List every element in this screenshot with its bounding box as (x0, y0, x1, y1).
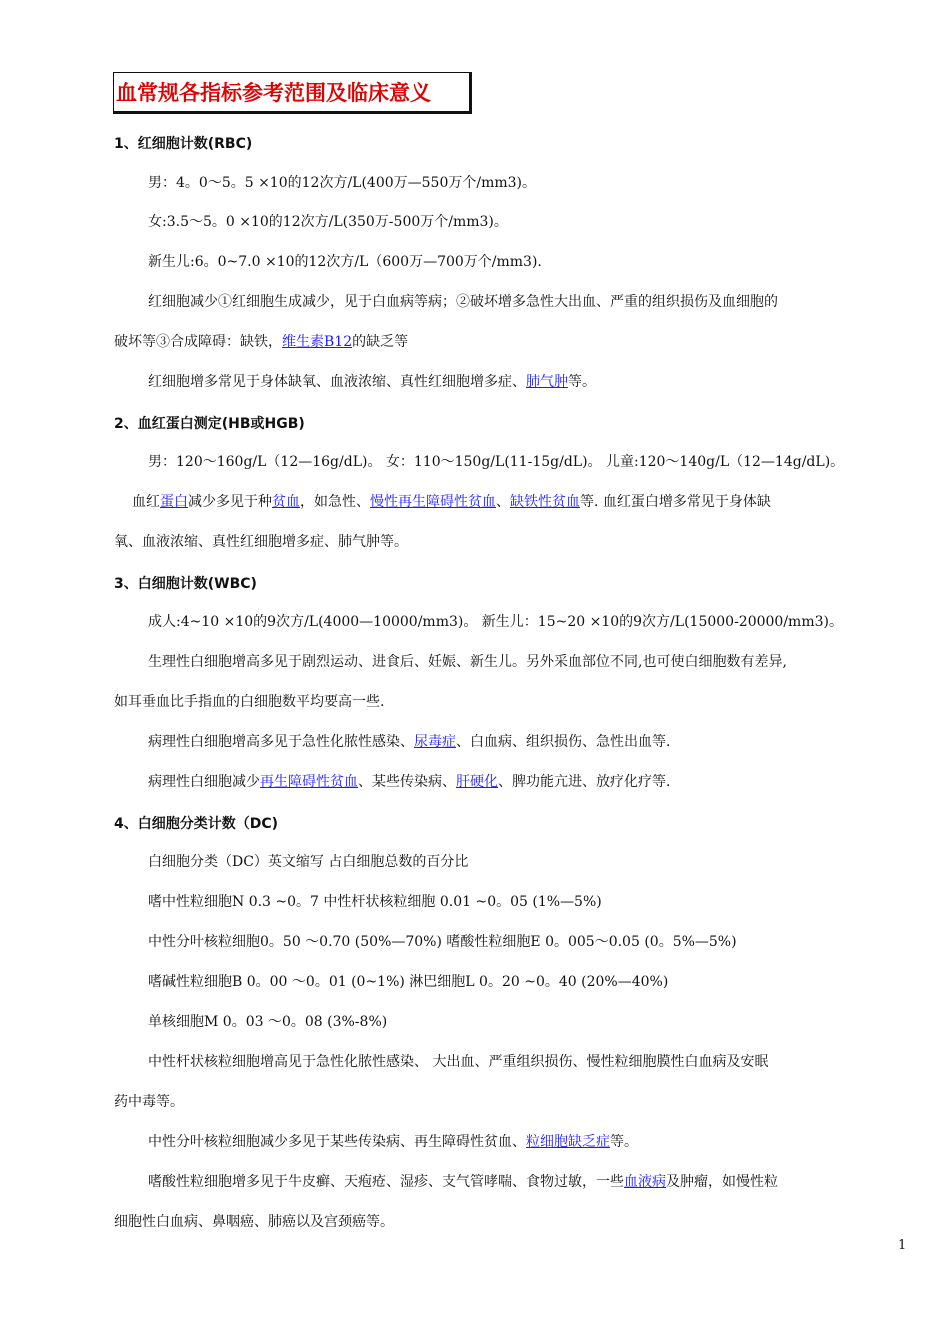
paragraph: 成人:4~10 ×10的9次方/L(4000—10000/mm3)。 新生儿：15~20 ×10的9次方/L(15000-20000/mm3)。 (148, 614, 843, 630)
paragraph (148, 1172, 778, 1192)
text-run: 等。 (610, 1134, 638, 1150)
paragraph: 嗜碱性粒细胞B 0。00 ～0。01 (0~1%) 淋巴细胞L 0。20 ~0。40 (20%—40%) (148, 974, 669, 990)
paragraph: 红细胞减少①红细胞生成减少，见于白血病等病；②破坏增多急性大出血、严重的组织损伤及血细胞的 (148, 294, 778, 310)
text-run: 、白血病、组织损伤、急性出血等. (456, 734, 671, 750)
link-agranulocytosis[interactable]: 粒细胞缺乏症 (526, 1134, 610, 1150)
title-box (113, 72, 472, 114)
paragraph (148, 1132, 638, 1152)
link-aplastic-anemia[interactable]: 再生障碍性贫血 (260, 774, 358, 790)
text-run: 减少多见于种 (188, 494, 272, 510)
paragraph: 男：120～160g/L（12—16g/dL)。 女：110～150g/L(11-15g/dL)。 儿童:120～140g/L（12—14g/dL)。 (148, 454, 845, 470)
paragraph (148, 372, 596, 392)
link-uremia[interactable]: 尿毒症 (414, 734, 456, 750)
text-run: 、脾功能亢进、放疗化疗等. (498, 774, 671, 790)
paragraph (148, 732, 670, 752)
text-run: 等。 (568, 374, 596, 390)
paragraph: 嗜中性粒细胞N 0.3 ~0。7 中性杆状核粒细胞 0.01 ~0。05 (1%—5%) (148, 894, 602, 910)
link-anemia[interactable]: 贫血 (272, 494, 300, 510)
paragraph: 中性分叶核粒细胞0。50 ～0.70 (50%—70%) 嗜酸性粒细胞E 0。005～0.05 (0。5%—5%) (148, 934, 737, 950)
page-title: 血常规各指标参考范围及临床意义 (116, 81, 431, 105)
page-number: 1 (898, 1238, 907, 1253)
paragraph: 单核细胞M 0。03 ～0。08 (3%-8%) (148, 1014, 388, 1030)
link-emphysema[interactable]: 肺气肿 (526, 374, 568, 390)
link-cirrhosis[interactable]: 肝硬化 (456, 774, 498, 790)
section-heading-wbc: 3、白细胞计数(WBC) (114, 576, 257, 592)
text-run: 、 (496, 494, 510, 510)
text-run: 嗜酸性粒细胞增多见于牛皮癣、天疱疮、湿疹、支气管哮喘、食物过敏，一些 (148, 1174, 624, 1190)
paragraph: 生理性白细胞增高多见于剧烈运动、进食后、妊娠、新生儿。另外采血部位不同,也可使白细胞数有差异, (148, 654, 787, 670)
text-run: 中性分叶核粒细胞减少多见于某些传染病、再生障碍性贫血、 (148, 1134, 526, 1150)
paragraph: 中性杆状核粒细胞增高见于急性化脓性感染、 大出血、严重组织损伤、慢性粒细胞膜性白血病及安眠 (148, 1054, 769, 1070)
paragraph: 白细胞分类（DC）英文缩写 占白细胞总数的百分比 (148, 854, 469, 870)
text-run: 及肿瘤，如慢性粒 (666, 1174, 778, 1190)
text-run: 红细胞增多常见于身体缺氧、血液浓缩、真性红细胞增多症、 (148, 374, 526, 390)
text-run: 病理性白细胞减少 (148, 774, 260, 790)
paragraph: 细胞性白血病、鼻咽癌、肺癌以及宫颈癌等。 (114, 1214, 394, 1230)
paragraph: 新生儿:6。0~7.0 ×10的12次方/L（600万—700万个/mm3). (148, 254, 542, 270)
text-run: 血红 (132, 494, 160, 510)
section-heading-rbc: 1、红细胞计数(RBC) (114, 136, 253, 152)
paragraph: 如耳垂血比手指血的白细胞数平均要高一些. (114, 694, 385, 710)
paragraph: 氧、血液浓缩、真性红细胞增多症、肺气肿等。 (114, 534, 408, 550)
link-protein[interactable]: 蛋白 (160, 494, 188, 510)
section-heading-hgb: 2、血红蛋白测定(HB或HGB) (114, 416, 305, 432)
paragraph (114, 332, 408, 352)
paragraph (132, 492, 771, 512)
link-vitamin-b12[interactable]: 维生素B12 (282, 334, 353, 350)
text-run: 病理性白细胞增高多见于急性化脓性感染、 (148, 734, 414, 750)
link-chronic-aplastic-anemia[interactable]: 慢性再生障碍性贫血 (370, 494, 496, 510)
text-run: 等. 血红蛋白增多常见于身体缺 (580, 494, 771, 510)
paragraph: 男：4。0～5。5 ×10的12次方/L(400万—550万个/mm3)。 (148, 175, 536, 191)
paragraph: 女:3.5～5。0 ×10的12次方/L(350万-500万个/mm3)。 (148, 214, 508, 230)
link-iron-deficiency-anemia[interactable]: 缺铁性贫血 (510, 494, 580, 510)
section-heading-dc: 4、白细胞分类计数（DC) (114, 816, 279, 832)
text-run: 的缺乏等 (352, 334, 409, 350)
link-blood-disease[interactable]: 血液病 (624, 1174, 666, 1190)
paragraph (148, 772, 670, 792)
paragraph: 药中毒等。 (114, 1094, 184, 1110)
text-run: 、某些传染病、 (358, 774, 456, 790)
text-run: 破坏等③合成障碍：缺铁， (114, 334, 282, 350)
text-run: ，如急性、 (300, 494, 370, 510)
